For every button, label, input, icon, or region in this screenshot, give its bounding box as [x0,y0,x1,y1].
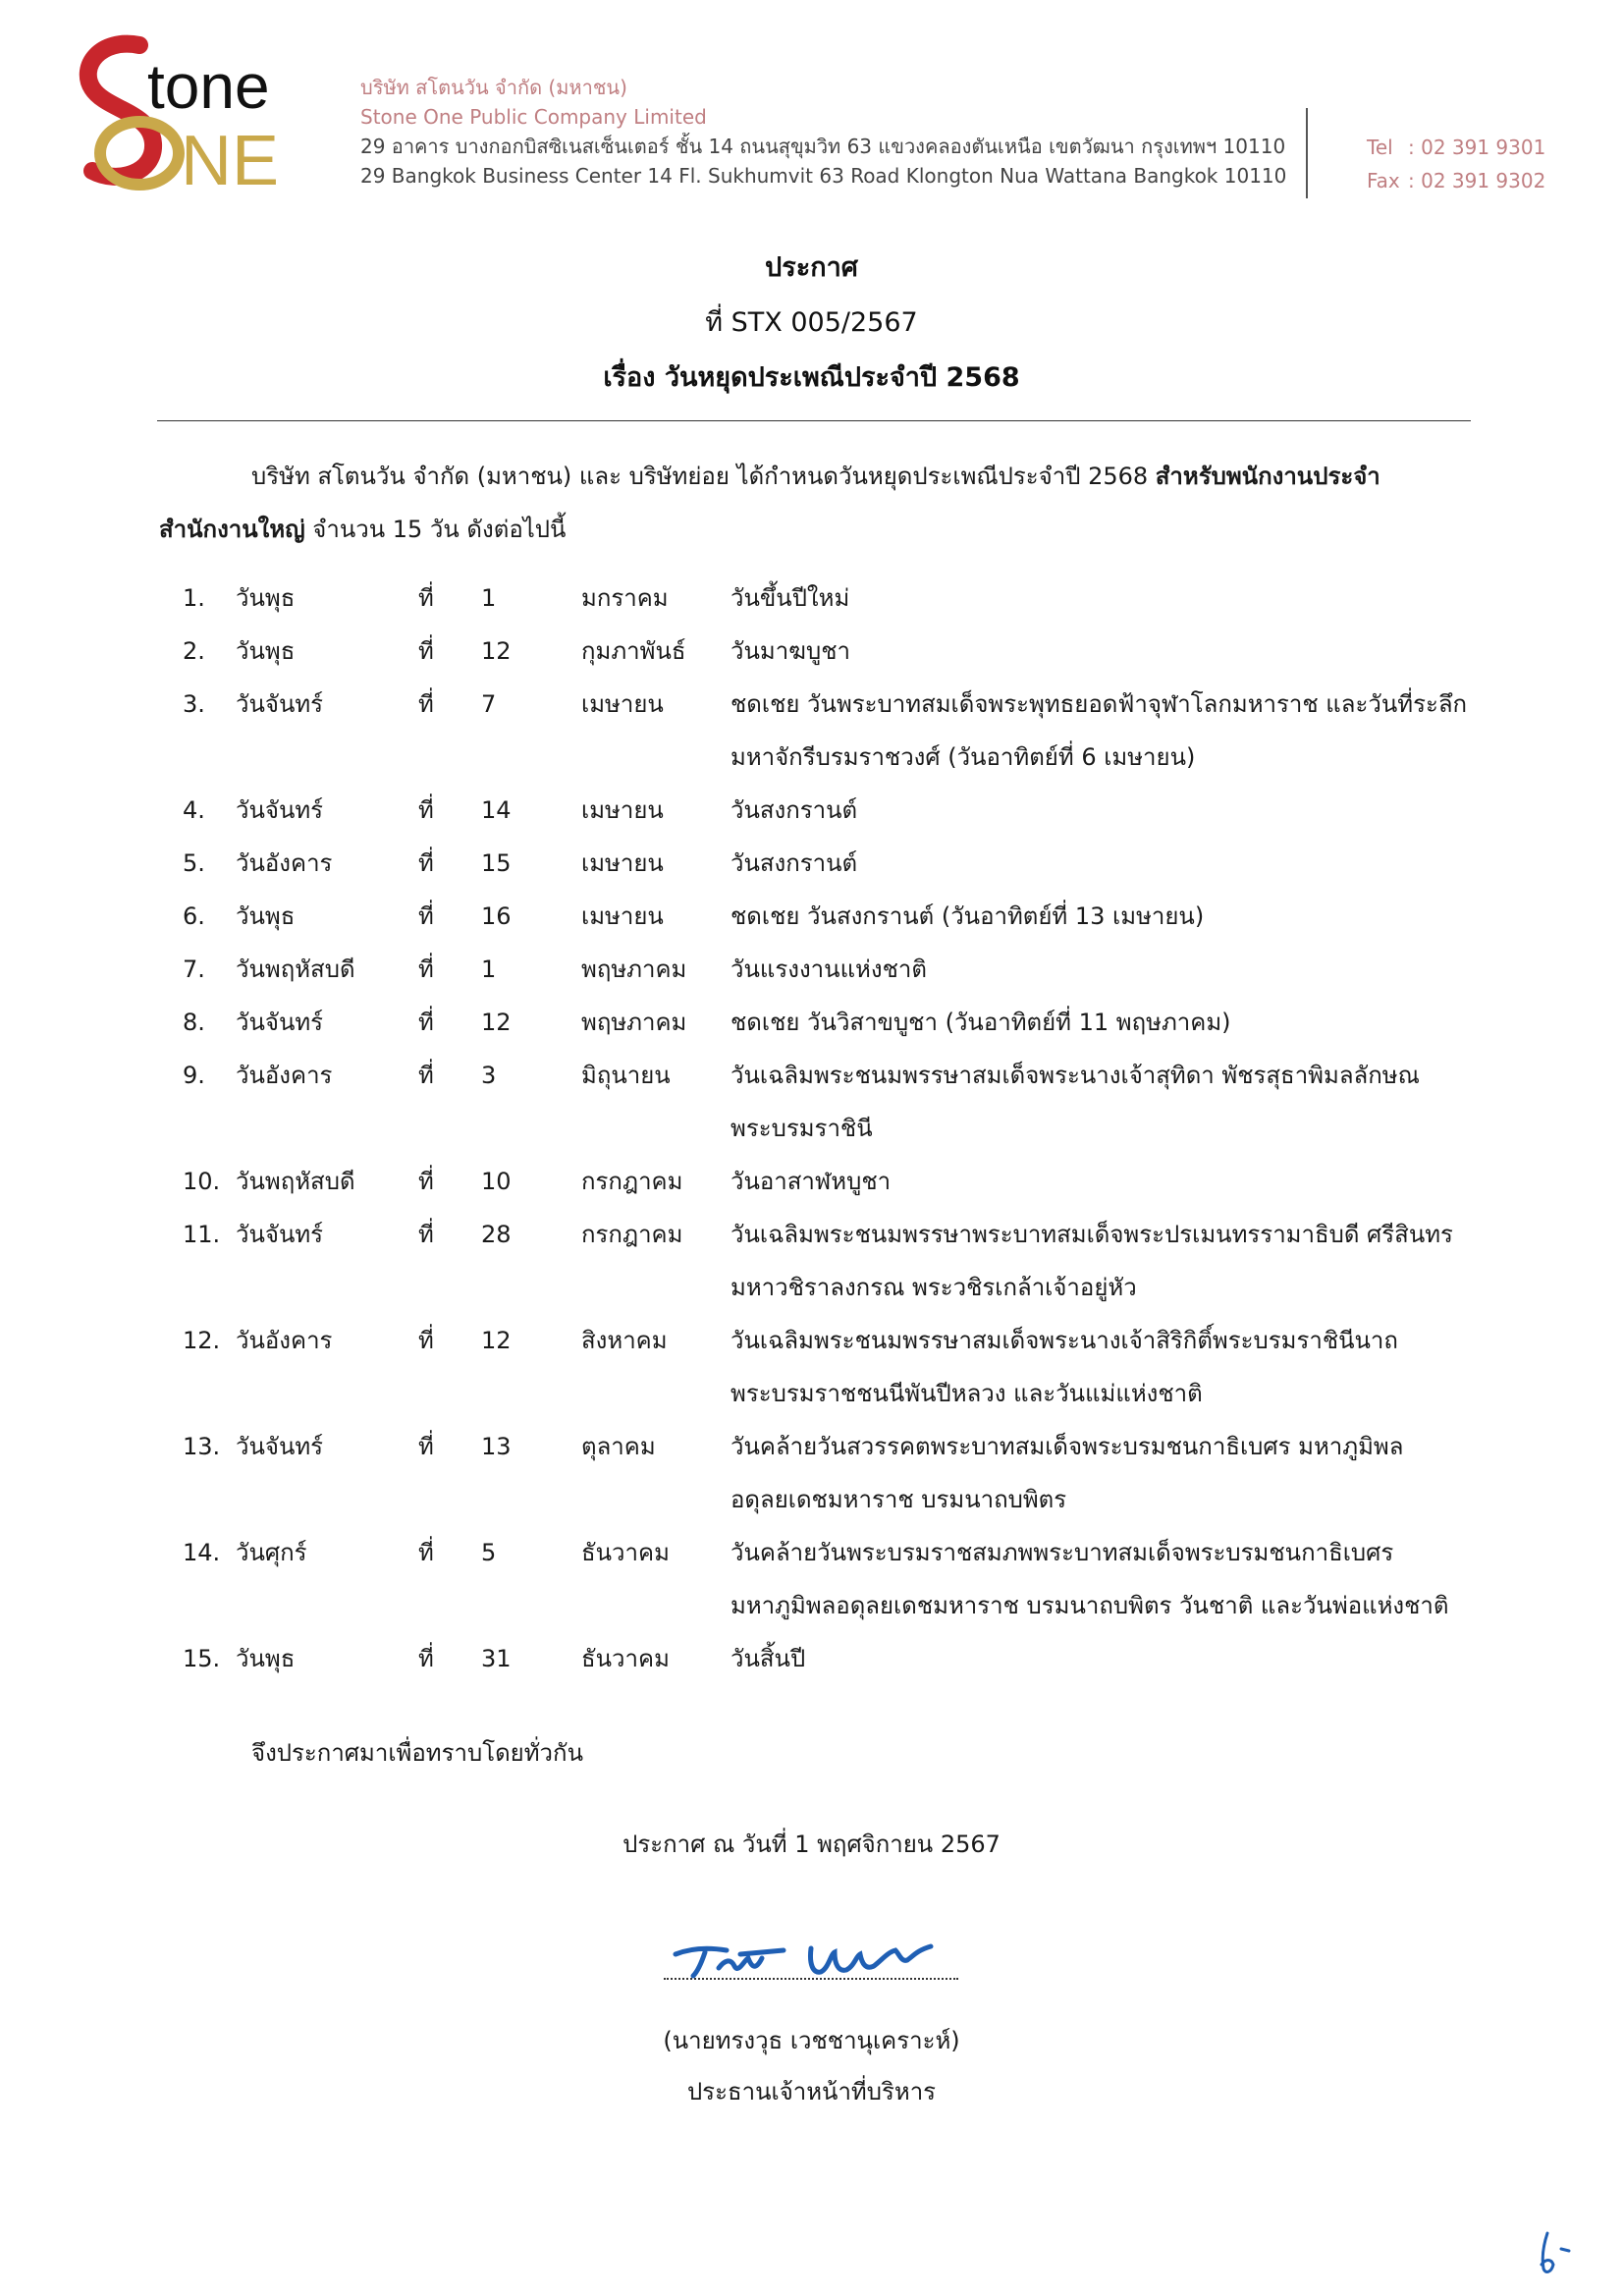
holiday-number: 9. [183,1062,205,1089]
holiday-date: 28 [481,1221,512,1248]
holiday-description-line: วันคล้ายวันพระบรมราชสมภพพระบาทสมเด็จพระบรมชนกาธิเบศร [730,1539,1394,1566]
holiday-weekday: วันจันทร์ [236,1009,324,1036]
holiday-thi: ที่ [418,902,434,930]
holiday-description-line: วันขึ้นปีใหม่ [730,584,850,612]
signer-name: (นายทรงวุธ เวชชานุเคราะห์) [663,2027,960,2054]
holiday-month: เมษายน [581,902,664,930]
holiday-number: 1. [183,584,205,612]
signature [666,1925,960,1994]
holiday-date: 12 [481,1327,512,1354]
holiday-weekday: วันพุธ [236,902,296,930]
holiday-row [183,1314,1498,1420]
holiday-description-line: ชดเชย วันพระบาทสมเด็จพระพุทธยอดฟ้าจุฬาโลกมหาราช และวันที่ระลึก [730,690,1468,718]
holiday-month: กรกฎาคม [581,1221,683,1248]
holiday-description-line: ชดเชย วันสงกรานต์ (วันอาทิตย์ที่ 13 เมษายน) [730,902,1205,930]
holiday-description [730,1049,1623,1155]
holiday-row [183,1155,1498,1208]
holiday-thi: ที่ [418,1645,434,1672]
stone-one-logo [71,27,316,204]
holiday-description-line: พระบรมราชชนนีพันปีหลวง และวันแม่แห่งชาติ [730,1380,1203,1407]
intro-text-1: บริษัท สโตนวัน จำกัด (มหาชน) และ บริษัทย่อย ได้กำหนดวันหยุดประเพณีประจำปี 2568 [251,463,1156,490]
holiday-number: 4. [183,796,205,824]
holiday-description [730,996,1623,1049]
holiday-description-line: มหาภูมิพลอดุลยเดชมหาราช บรมนาถบพิตร วันชาติ และวันพ่อแห่งชาติ [730,1592,1449,1619]
initials-mark [1532,2229,1581,2278]
holiday-number: 14. [183,1539,221,1566]
holiday-month: พฤษภาคม [581,1009,687,1036]
holiday-row [183,890,1498,943]
heading-rule [157,420,1471,421]
holiday-description-line: วันคล้ายวันสวรรคตพระบาทสมเด็จพระบรมชนกาธิเบศร มหาภูมิพล [730,1433,1404,1460]
holiday-description-line: วันเฉลิมพระชนมพรรษาพระบาทสมเด็จพระปรเมนทรรามาธิบดี ศรีสินทร [730,1221,1453,1248]
holiday-weekday: วันจันทร์ [236,1221,324,1248]
holiday-month: พฤษภาคม [581,956,687,983]
holiday-row [183,996,1498,1049]
holiday-description [730,784,1623,837]
intro-paragraph [159,450,1475,556]
holiday-row [183,572,1498,625]
holiday-row [183,837,1498,890]
fax-line [1367,164,1545,197]
address-th: 29 อาคาร บางกอกบิสซิเนสเซ็นเตอร์ ชั้น 14 ถนนสุขุมวิท 63 แขวงคลองตันเหนือ เขตวัฒนา กรุงเทพฯ 10110 [360,135,1286,158]
holiday-description [730,1208,1623,1314]
holiday-description-line: วันเฉลิมพระชนมพรรษาสมเด็จพระนางเจ้าสิริกิติ์พระบรมราชินีนาถ [730,1327,1398,1354]
holiday-thi: ที่ [418,1168,434,1195]
holiday-description [730,625,1623,678]
holiday-description [730,1420,1623,1526]
holiday-weekday: วันพุธ [236,637,296,665]
holiday-description [730,837,1623,890]
tel-line [1367,131,1545,164]
holiday-month: ตุลาคม [581,1433,656,1460]
holiday-row [183,1632,1498,1685]
logo-text-ne: NE [181,122,280,200]
holiday-number: 8. [183,1009,205,1036]
holiday-month: เมษายน [581,690,664,718]
signer-position: ประธานเจ้าหน้าที่บริหาร [686,2078,937,2105]
fax-label: Fax [1367,169,1400,192]
holiday-description [730,890,1623,943]
holiday-date: 10 [481,1168,512,1195]
holiday-weekday: วันพุธ [236,1645,296,1672]
fax-number: : 02 391 9302 [1408,169,1546,192]
holiday-description-line: มหาวชิราลงกรณ พระวชิรเกล้าเจ้าอยู่หัว [730,1274,1137,1301]
holiday-thi: ที่ [418,849,434,877]
holiday-weekday: วันอังคาร [236,1327,333,1354]
holiday-description-line: พระบรมราชินี [730,1115,873,1142]
holiday-month: มิถุนายน [581,1062,671,1089]
holiday-row [183,678,1498,784]
holiday-description-line: วันมาฆบูชา [730,637,850,665]
holiday-thi: ที่ [418,584,434,612]
signature-line [664,1978,958,1980]
holiday-number: 3. [183,690,205,718]
holiday-description-line: วันเฉลิมพระชนมพรรษาสมเด็จพระนางเจ้าสุทิดา พัชรสุธาพิมลลักษณ [730,1062,1420,1089]
holiday-thi: ที่ [418,1539,434,1566]
holiday-description-line: วันสงกรานต์ [730,796,858,824]
announcement-title: ประกาศ [765,252,858,283]
holiday-month: ธันวาคม [581,1645,670,1672]
holiday-thi: ที่ [418,796,434,824]
closing-text: จึงประกาศมาเพื่อทราบโดยทั่วกัน [251,1739,583,1767]
holiday-description [730,1314,1623,1420]
holiday-number: 6. [183,902,205,930]
holiday-description [730,943,1623,996]
holiday-row [183,943,1498,996]
holiday-description-line: วันสงกรานต์ [730,849,858,877]
holiday-date: 12 [481,1009,512,1036]
holiday-number: 12. [183,1327,221,1354]
holiday-thi: ที่ [418,1327,434,1354]
holiday-month: สิงหาคม [581,1327,668,1354]
holiday-month: ธันวาคม [581,1539,670,1566]
holiday-thi: ที่ [418,690,434,718]
holiday-weekday: วันจันทร์ [236,796,324,824]
holiday-month: กุมภาพันธ์ [581,637,686,665]
holiday-weekday: วันจันทร์ [236,690,324,718]
company-name-en: Stone One Public Company Limited [360,105,707,129]
holiday-description-line: อดุลยเดชมหาราช บรมนาถบพิตร [730,1486,1067,1513]
holiday-thi: ที่ [418,1221,434,1248]
holiday-date: 16 [481,902,512,930]
tel-number: : 02 391 9301 [1408,136,1546,159]
holiday-number: 13. [183,1433,221,1460]
announcement-date: ประกาศ ณ วันที่ 1 พฤศจิกายน 2567 [622,1831,1001,1858]
holiday-description [730,1155,1623,1208]
holiday-month: เมษายน [581,796,664,824]
holiday-number: 11. [183,1221,221,1248]
holiday-weekday: วันอังคาร [236,1062,333,1089]
contact-info [1367,131,1545,197]
holiday-date: 7 [481,690,497,718]
holiday-date: 5 [481,1539,497,1566]
holiday-weekday: วันศุกร์ [236,1539,307,1566]
holiday-description-line: มหาจักรีบรมราชวงศ์ (วันอาทิตย์ที่ 6 เมษายน) [730,743,1196,771]
holiday-row [183,1049,1498,1155]
holiday-description [730,1632,1623,1685]
holiday-weekday: วันพฤหัสบดี [236,1168,355,1195]
holiday-number: 15. [183,1645,221,1672]
holiday-thi: ที่ [418,956,434,983]
holiday-description-line: วันแรงงานแห่งชาติ [730,956,927,983]
holiday-description-line: วันอาสาฬหบูชา [730,1168,892,1195]
holiday-thi: ที่ [418,1433,434,1460]
logo-text-tone: tone [147,51,270,122]
holiday-row [183,784,1498,837]
holiday-date: 3 [481,1062,497,1089]
holiday-list [183,572,1498,1685]
holiday-thi: ที่ [418,1009,434,1036]
intro-text-2: จำนวน 15 วัน ดังต่อไปนี้ [304,516,567,543]
company-name-th: บริษัท สโตนวัน จำกัด (มหาชน) [360,76,627,99]
holiday-date: 15 [481,849,512,877]
holiday-date: 13 [481,1433,512,1460]
letterhead-divider [1306,108,1308,198]
company-info [360,73,1286,191]
holiday-number: 2. [183,637,205,665]
holiday-row [183,625,1498,678]
holiday-month: เมษายน [581,849,664,877]
holiday-date: 1 [481,584,497,612]
holiday-date: 31 [481,1645,512,1672]
holiday-row [183,1208,1498,1314]
holiday-thi: ที่ [418,637,434,665]
address-en: 29 Bangkok Business Center 14 Fl. Sukhumvit 63 Road Klongton Nua Wattana Bangkok 10110 [360,164,1287,188]
holiday-weekday: วันพฤหัสบดี [236,956,355,983]
holiday-weekday: วันอังคาร [236,849,333,877]
holiday-row [183,1420,1498,1526]
holiday-number: 5. [183,849,205,877]
intro-text-bold: สำหรับพนักงานประจำสำนักงานใหญ่ [159,463,1380,543]
holiday-date: 1 [481,956,497,983]
holiday-month: กรกฎาคม [581,1168,683,1195]
announcement-number: ที่ STX 005/2567 [705,307,918,338]
holiday-row [183,1526,1498,1632]
holiday-description-line: วันสิ้นปี [730,1645,806,1672]
holiday-month: มกราคม [581,584,669,612]
announcement-subject: เรื่อง วันหยุดประเพณีประจำปี 2568 [603,362,1020,393]
holiday-thi: ที่ [418,1062,434,1089]
holiday-weekday: วันพุธ [236,584,296,612]
holiday-description [730,1526,1623,1632]
holiday-number: 7. [183,956,205,983]
holiday-description-line: ชดเชย วันวิสาขบูชา (วันอาทิตย์ที่ 11 พฤษภาคม) [730,1009,1231,1036]
holiday-date: 12 [481,637,512,665]
tel-label: Tel [1367,136,1393,159]
holiday-date: 14 [481,796,512,824]
holiday-description [730,572,1623,625]
holiday-weekday: วันจันทร์ [236,1433,324,1460]
holiday-number: 10. [183,1168,221,1195]
holiday-description [730,678,1623,784]
